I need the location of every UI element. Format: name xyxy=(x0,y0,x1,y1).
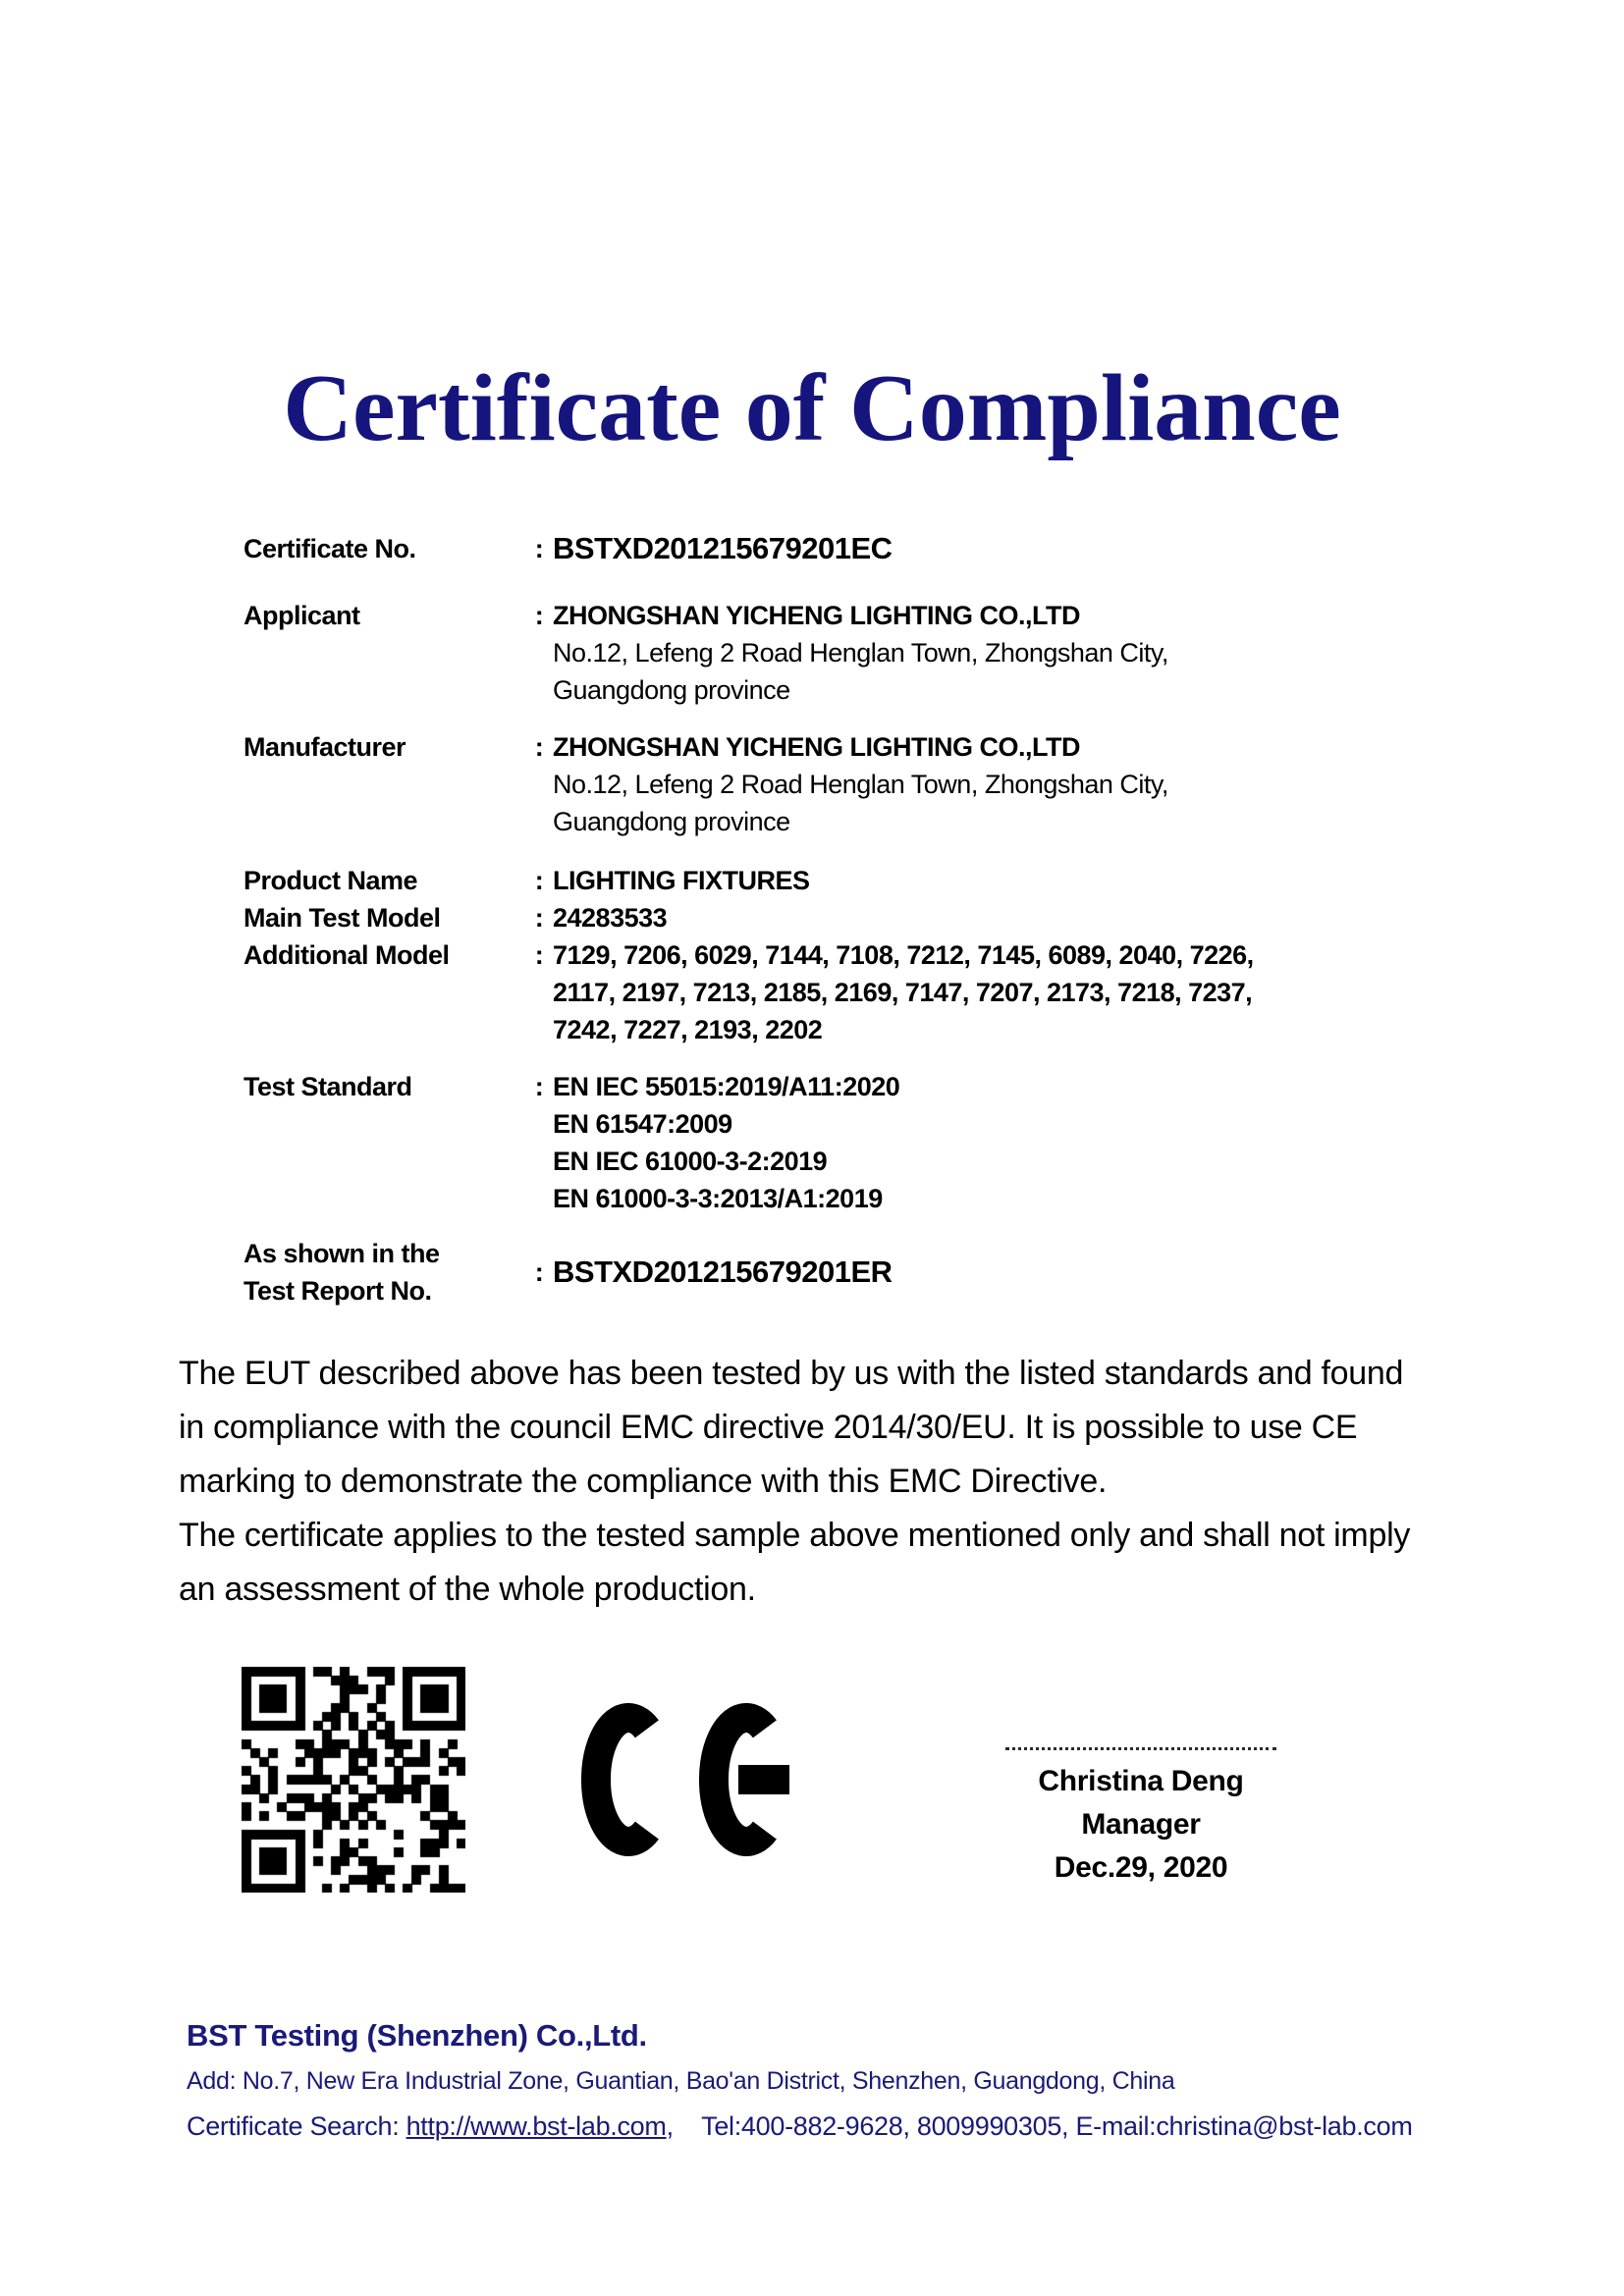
certificate-search-line xyxy=(187,2111,1512,2142)
field-value: ZHONGSHAN YICHENG LIGHTING CO.,LTD No.12, Lefeng 2 Road Henglan Town, Zhongshan City, Guangdong province xyxy=(553,732,1168,836)
field-row xyxy=(244,862,1510,899)
field-colon: : xyxy=(534,940,544,970)
statement-line: marking to demonstrate the compliance with this EMC Directive. xyxy=(179,1463,1108,1500)
field-label: Additional Model xyxy=(244,940,450,970)
field-colon: : xyxy=(534,1257,544,1287)
signature-dotted-line xyxy=(1005,1747,1276,1750)
field-label: As shown in the Test Report No. xyxy=(244,1239,440,1306)
field-row xyxy=(244,1235,1510,1309)
lab-address: Add: No.7, New Era Industrial Zone, Guantian, Bao'an District, Shenzhen, Guangdong, China xyxy=(187,2067,1175,2095)
field-row xyxy=(244,728,1510,840)
footer xyxy=(187,2018,1512,2142)
field-colon: : xyxy=(534,1072,544,1101)
field-colon: : xyxy=(534,732,544,762)
field-label: Applicant xyxy=(244,601,360,630)
field-value: ZHONGSHAN YICHENG LIGHTING CO.,LTD No.12, Lefeng 2 Road Henglan Town, Zhongshan City, Guangdong province xyxy=(553,601,1168,705)
statement-line: an assessment of the whole production. xyxy=(179,1571,756,1608)
field-row xyxy=(244,597,1510,709)
field-label: Test Standard xyxy=(244,1072,412,1101)
certificate-fields xyxy=(244,530,1510,1309)
field-colon: : xyxy=(534,903,544,933)
field-label: Product Name xyxy=(244,866,418,895)
field-value: BSTXD201215679201EC xyxy=(553,531,893,565)
statement-line: The certificate applies to the tested sample above mentioned only and shall not imply xyxy=(179,1517,1411,1554)
field-colon: : xyxy=(534,534,544,563)
field-label: Main Test Model xyxy=(244,903,441,933)
field-row xyxy=(244,936,1510,1048)
field-colon: : xyxy=(534,866,544,895)
field-row xyxy=(244,1068,1510,1217)
signature-block xyxy=(994,1737,1288,1890)
certificate-search-link[interactable]: http://www.bst-lab.com xyxy=(406,2111,667,2141)
field-label: Certificate No. xyxy=(244,534,416,563)
statement-line: The EUT described above has been tested by us with the listed standards and found xyxy=(179,1355,1404,1392)
field-value: 24283533 xyxy=(553,903,668,933)
field-row xyxy=(244,899,1510,936)
ce-mark-icon xyxy=(581,1703,793,1856)
field-row xyxy=(244,530,1510,567)
signatory-role: Manager xyxy=(1081,1808,1201,1841)
lab-name: BST Testing (Shenzhen) Co.,Ltd. xyxy=(187,2018,647,2053)
statement-text xyxy=(179,1347,1485,1617)
field-value: EN IEC 55015:2019/A11:2020 EN 61547:2009 EN IEC 61000-3-2:2019 EN 61000-3-3:2013/A1:2019 xyxy=(553,1072,900,1213)
certificate-search-label: Certificate Search: xyxy=(187,2111,406,2141)
certificate-title: Certificate of Compliance xyxy=(283,355,1341,461)
contact-info: , Tel:400-882-9628, 8009990305, E-mail:christina@bst-lab.com xyxy=(666,2111,1413,2141)
field-colon: : xyxy=(534,601,544,630)
field-value: 7129, 7206, 6029, 7144, 7108, 7212, 7145, 6089, 2040, 7226, 2117, 2197, 7213, 2185, 2169, 7147, 7207, 2173, 7218, 7237, 7242, 7227, 2193, 2202 xyxy=(553,940,1254,1044)
signatory-name: Christina Deng xyxy=(1038,1765,1244,1797)
qr-code xyxy=(242,1667,465,1893)
field-value: LIGHTING FIXTURES xyxy=(553,866,810,895)
field-label: Manufacturer xyxy=(244,732,406,762)
statement-line: in compliance with the council EMC directive 2014/30/EU. It is possible to use CE xyxy=(179,1409,1358,1446)
field-value: BSTXD201215679201ER xyxy=(553,1255,893,1289)
signature-date: Dec.29, 2020 xyxy=(1054,1851,1228,1884)
